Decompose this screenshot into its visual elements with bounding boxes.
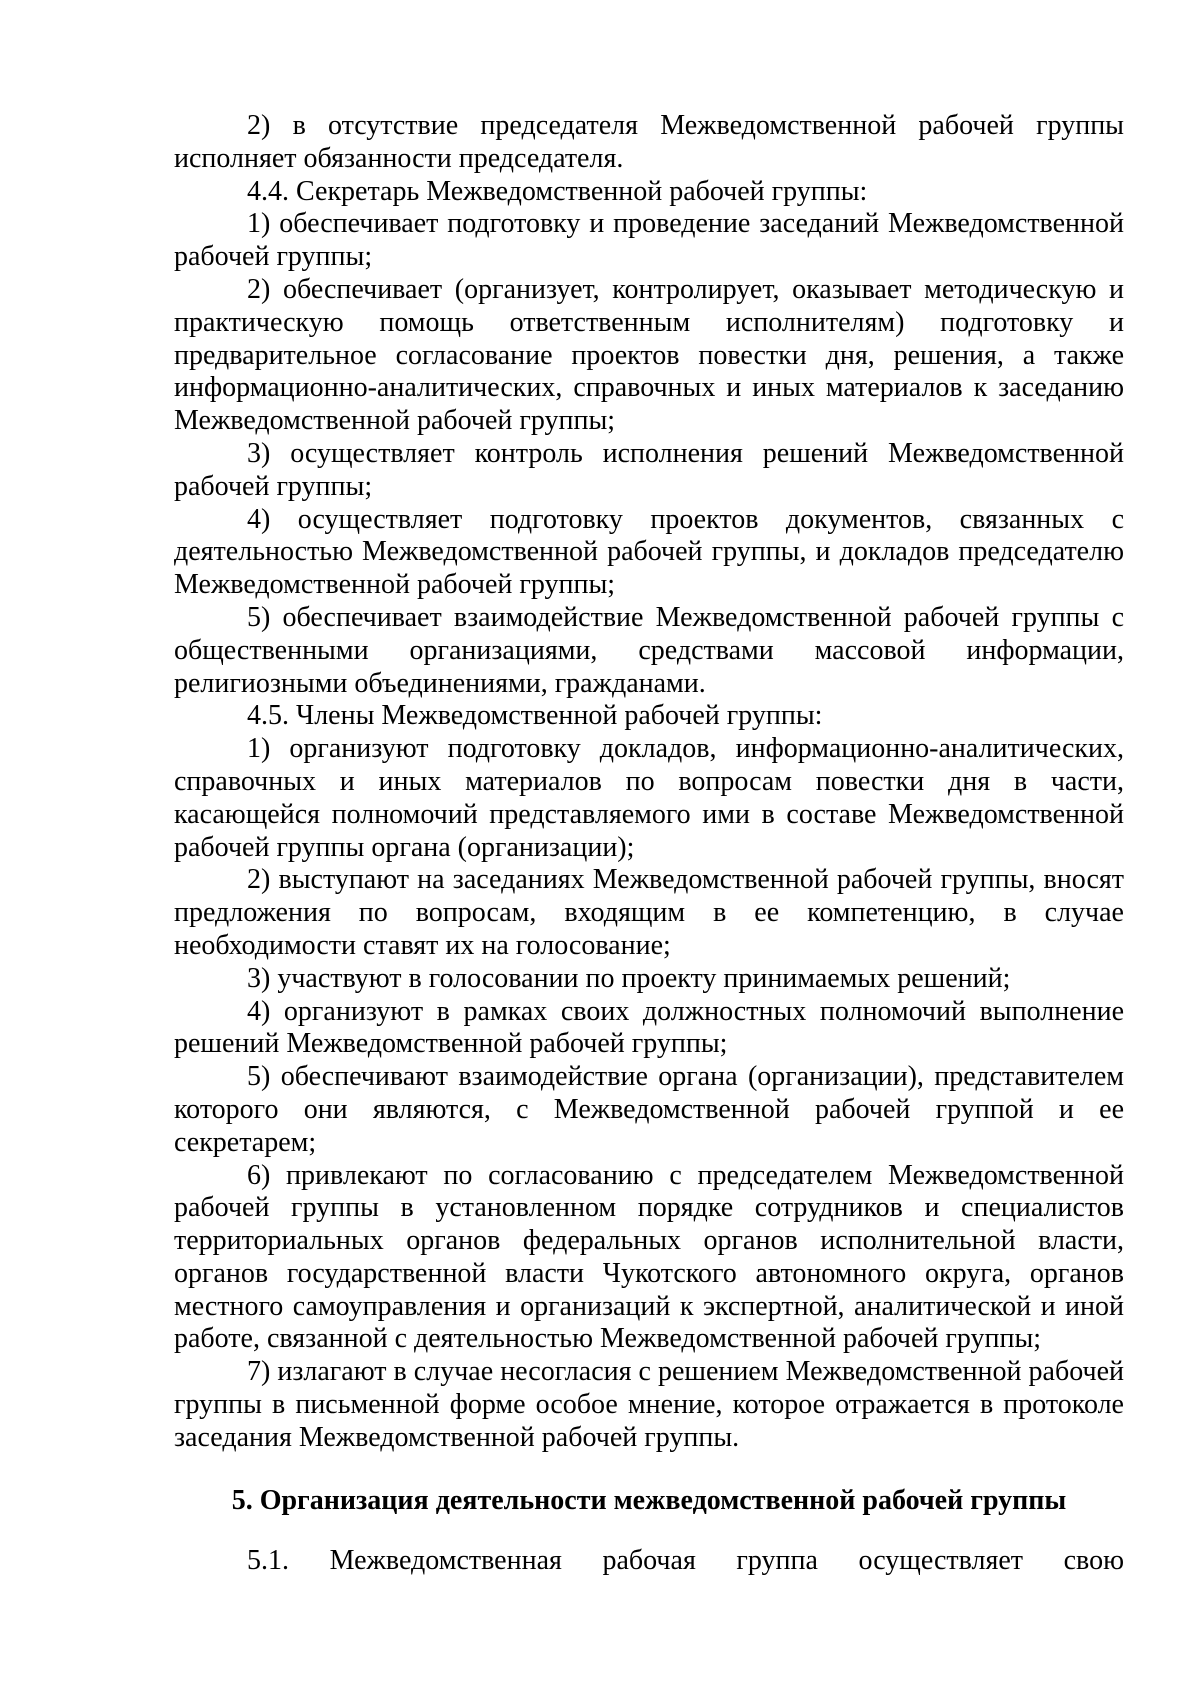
paragraph-secretary-item-3: 3) осуществляет контроль исполнения решений Межведомственной рабочей группы; <box>174 437 1124 502</box>
section-heading: 5. Организация деятельности межведомственной рабочей группы <box>231 1484 1067 1516</box>
paragraph-members-item-5: 5) обеспечивают взаимодействие органа (организации), представителем которого они являются, с Межведомственной рабочей группой и ее секретарем; <box>174 1061 1124 1158</box>
paragraph-members-item-6: 6) привлекают по согласованию с председателем Межведомственной рабочей группы в установленном порядке сотрудников и специалистов территориальных органов федеральных органов исполнительной власти, органов государственной власти Чукотского автономного округа, органов местного самоуправления и организаций к экспертной, аналитической и иной работе, связанной с деятельностью Межведомственной рабочей группы; <box>174 1159 1124 1355</box>
paragraph-members-title: 4.5. Члены Межведомственной рабочей группы: <box>247 700 823 732</box>
paragraph-section-5-1: 5.1. Межведомственная рабочая группа осуществляет свою <box>247 1545 1124 1577</box>
paragraph-secretary-item-4: 4) осуществляет подготовку проектов документов, связанных с деятельностью Межведомственной рабочей группы, и докладов председателю Межведомственной рабочей группы; <box>174 503 1124 601</box>
paragraph-secretary-item-2: 2) обеспечивает (организует, контролирует, оказывает методическую и практическую помощь ответственным исполнителям) подготовку и предварительное согласование проектов повестки дня, решения, а также информационно-аналитических, справочных и иных материалов к заседанию Межведомственной рабочей группы; <box>174 273 1124 437</box>
paragraph-secretary-item-1: 1) обеспечивает подготовку и проведение заседаний Межведомственной рабочей группы; <box>174 208 1124 273</box>
paragraph-chairman-absence: 2) в отсутствие председателя Межведомственной рабочей группы исполняет обязанности председателя. <box>174 110 1124 174</box>
paragraph-secretary-item-5: 5) обеспечивает взаимодействие Межведомственной рабочей группы с общественными организациями, средствами массовой информации, религиозными объединениями, гражданами. <box>174 601 1124 699</box>
paragraph-members-item-4: 4) организуют в рамках своих должностных полномочий выполнение решений Межведомственной рабочей группы; <box>174 995 1124 1060</box>
paragraph-secretary-title: 4.4. Секретарь Межведомственной рабочей группы: <box>247 175 868 207</box>
paragraph-members-item-2: 2) выступают на заседаниях Межведомственной рабочей группы, вносят предложения по вопросам, входящим в ее компетенцию, в случае необходимости ставят их на голосование; <box>174 864 1124 961</box>
document-page <box>174 110 1124 1578</box>
paragraph-members-item-7: 7) излагают в случае несогласия с решением Межведомственной рабочей группы в письменной форме особое мнение, которое отражается в протоколе заседания Межведомственной рабочей группы. <box>174 1356 1124 1453</box>
paragraph-members-item-3: 3) участвуют в голосовании по проекту принимаемых решений; <box>247 962 1011 994</box>
paragraph-members-item-1: 1) организуют подготовку докладов, информационно-аналитических, справочных и иных материалов по вопросам повестки дня в части, касающейся полномочий представляемого ими в составе Межведомственной рабочей группы органа (организации); <box>174 733 1124 863</box>
